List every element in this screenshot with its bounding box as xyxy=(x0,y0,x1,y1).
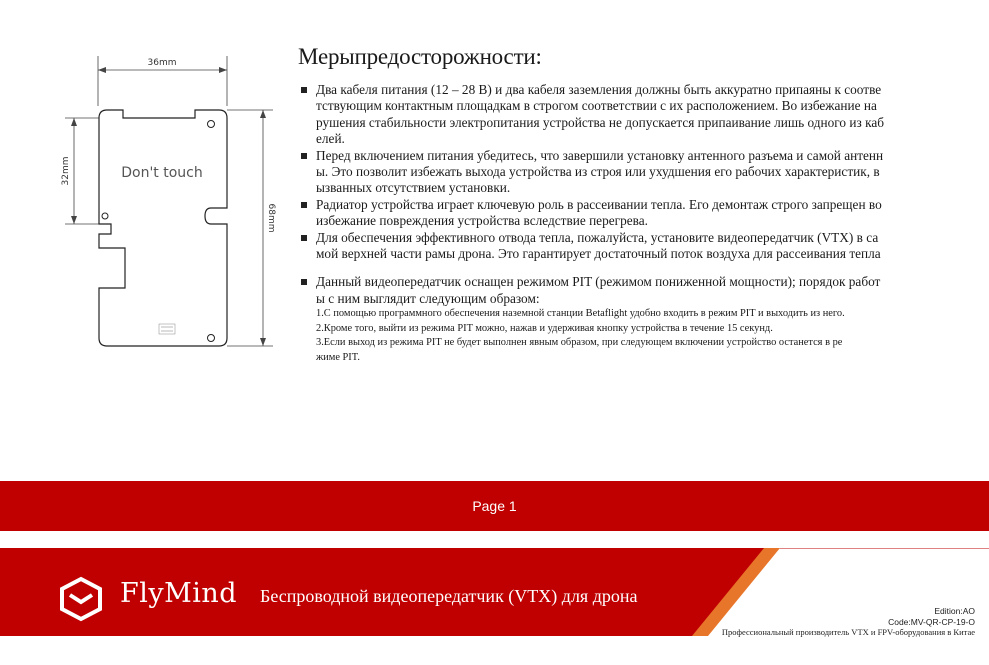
cube-logo-icon xyxy=(58,576,104,622)
list-item xyxy=(298,197,970,230)
list-item-line: ы. Это позволит избежать выхода устройства из строя или ухудшения его рабочих характеристик, в xyxy=(316,164,880,180)
bullet-square-icon xyxy=(301,153,307,159)
list-item-line: елей. xyxy=(316,131,345,147)
list-item-line: рушения стабильности электропитания устройства не допускается припаивание лишь одного из каб xyxy=(316,114,885,130)
edition-label: Edition:AO xyxy=(934,606,975,616)
pit-steps xyxy=(298,307,970,365)
precautions-list xyxy=(298,82,970,262)
bullet-square-icon xyxy=(301,235,307,241)
total-height-dimension-label: 68mm xyxy=(266,203,276,233)
precautions-section xyxy=(298,44,970,365)
list-item-line: Перед включением питания убедитесь, что завершили установку антенного разъема и самой антенн xyxy=(316,147,884,163)
list-item-line: ызванных отсутствием установки. xyxy=(316,180,511,196)
document-tagline: Беспроводной видеопередатчик (VTX) для дрона xyxy=(260,586,638,606)
list-item-line: Для обеспечения эффективного отвода тепла, пожалуйста, установите видеопередатчик (VTX) в са xyxy=(316,229,879,245)
dont-touch-label: Don't touch xyxy=(121,165,203,181)
pit-step: 1.С помощью программного обеспечения наземной станции Betaflight удобно входить в режим PIT и выходить из него. xyxy=(316,308,845,320)
page-number: Page 1 xyxy=(472,498,517,514)
bullet-square-icon xyxy=(301,279,307,285)
bullet-square-icon xyxy=(301,202,307,208)
list-item-line: мой верхней части рамы дрона. Это гарантирует достаточный поток воздуха для рассеивания тепла xyxy=(316,246,881,262)
board-outline-diagram xyxy=(55,48,285,358)
pit-step: жиме PIT. xyxy=(316,351,360,363)
pit-mode-item xyxy=(298,274,970,307)
list-item xyxy=(298,148,970,197)
list-item-line: Радиатор устройства играет ключевую роль в рассеивании тепла. Его демонтаж строго запрещен во xyxy=(316,196,882,212)
pit-step: 2.Кроме того, выйти из режима PIT можно, нажав и удерживая кнопку устройства в течение 15 секунд. xyxy=(316,322,773,334)
manufacturer-note: Профессиональный производитель VTX и FPV-оборудования в Китае xyxy=(721,627,975,637)
list-item xyxy=(298,82,970,148)
list-item xyxy=(298,230,970,263)
pit-step: 3.Если выход из режима PIT не будет выполнен явным образом, при следующем включении устройство останется в ре xyxy=(316,337,843,349)
bullet-square-icon xyxy=(301,87,307,93)
page-title: Мерыпредосторожности: xyxy=(298,44,542,69)
list-item-line: ы с ним выглядит следующим образом: xyxy=(316,290,540,306)
document-code: Code:MV-QR-CP-19-O xyxy=(888,617,975,627)
width-dimension-label: 36mm xyxy=(147,58,177,68)
brand-name: FlyMind xyxy=(120,578,238,609)
list-item-line: тствующим контактным площадкам в строгом соответствии с их расположением. Во избежание на xyxy=(316,98,877,114)
height-dimension-label: 32mm xyxy=(61,156,71,186)
list-item-line: избежание повреждения устройства вследствие перегрева. xyxy=(316,213,648,229)
list-item-line: Два кабеля питания (12 – 28 В) и два кабеля заземления должны быть аккуратно припаяны к соотве xyxy=(316,82,882,97)
list-item-line: Данный видеопередатчик оснащен режимом PIT (режимом пониженной мощности); порядок работ xyxy=(316,274,881,290)
